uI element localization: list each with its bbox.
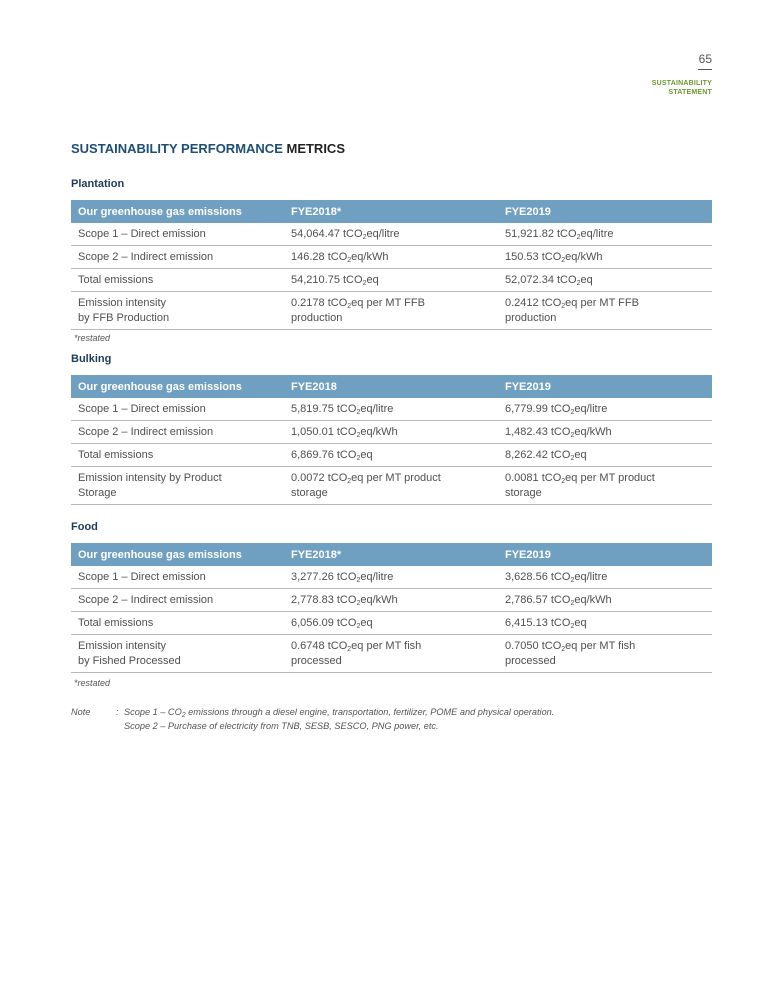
footnote-plantation: *restated [74,333,111,343]
cell-fye2019: 51,921.82 tCO$_2$eq/litre [498,223,712,246]
cell-fye2018: 6,869.76 tCO$_2$eq [284,444,498,467]
cell-fye2018: 2,778.83 tCO$_2$eq/kWh [284,589,498,612]
page-title-part2: METRICS [286,141,345,156]
section-tag [652,79,712,97]
cell-metric: Total emissions [71,444,284,467]
table-plantation [71,200,712,330]
cell-metric: Total emissions [71,612,284,635]
table-row [71,467,712,505]
note-colon: : [116,707,119,717]
table-row [71,635,712,673]
note-line-2: Scope 2 – Purchase of electricity from TNB, SESB, SESCO, PNG power, etc. [124,721,439,731]
cell-fye2018: 0.6748 tCO$_2$eq per MT fish processed [284,635,498,673]
cell-fye2018: 5,819.75 tCO$_2$eq/litre [284,398,498,421]
note-line-1: Scope $1 - CO_2$ emissions through a diesel engine, transportation, fertilizer, POME and physical operation. [124,707,555,719]
table-header-row [71,200,712,223]
cell-fye2018: 6,056.09 tCO$_2$eq [284,612,498,635]
cell-fye2019: 52,072.34 tCO$_2$eq [498,269,712,292]
table-header-row [71,543,712,566]
cell-metric: Scope 2 – Indirect emission [71,421,284,444]
section-title-food: Food [71,521,98,533]
column-header-metric: Our greenhouse gas emissions [71,200,284,223]
cell-fye2019: 0.7050 tCO$_2$eq per MT fish processed [498,635,712,673]
page-title-part1: SUSTAINABILITY PERFORMANCE [71,141,283,156]
column-header-fye2019: FYE2019 [498,375,712,398]
table-row [71,612,712,635]
table-row [71,589,712,612]
cell-fye2018: 0.2178 tCO$_2$eq per MT FFB production [284,292,498,330]
column-header-fye2018: FYE2018* [284,200,498,223]
table-row [71,421,712,444]
table-row [71,292,712,330]
cell-metric: Scope 2 – Indirect emission [71,246,284,269]
column-header-fye2019: FYE2019 [498,543,712,566]
cell-metric: Scope 1 – Direct emission [71,223,284,246]
cell-fye2019: 0.2412 tCO$_2$eq per MT FFB production [498,292,712,330]
cell-metric: Scope 1 – Direct emission [71,398,284,421]
cell-fye2018: 146.28 tCO$_2$eq/kWh [284,246,498,269]
cell-metric: Scope 1 – Direct emission [71,566,284,589]
page-number-rule [698,69,712,70]
column-header-metric: Our greenhouse gas emissions [71,375,284,398]
cell-fye2018: 54,064.47 tCO$_2$eq/litre [284,223,498,246]
cell-fye2019: 6,779.99 tCO$_2$eq/litre [498,398,712,421]
column-header-fye2018: FYE2018* [284,543,498,566]
cell-fye2019: 1,482.43 tCO$_2$eq/kWh [498,421,712,444]
cell-metric: Emission intensity by Fished Processed [71,635,284,673]
cell-fye2018: 54,210.75 tCO$_2$eq [284,269,498,292]
cell-fye2019: 8,262.42 tCO$_2$eq [498,444,712,467]
cell-fye2018: 1,050.01 tCO$_2$eq/kWh [284,421,498,444]
section-tag-line2: STATEMENT [668,89,712,96]
table-row [71,223,712,246]
cell-fye2019: 150.53 tCO$_2$eq/kWh [498,246,712,269]
cell-fye2019: 0.0081 tCO$_2$eq per MT product storage [498,467,712,505]
note-label: Note [71,707,91,717]
cell-fye2019: 2,786.57 tCO$_2$eq/kWh [498,589,712,612]
table-row [71,269,712,292]
table-header-row [71,375,712,398]
table-row [71,398,712,421]
column-header-fye2019: FYE2019 [498,200,712,223]
table-food [71,543,712,673]
cell-metric: Total emissions [71,269,284,292]
page-number: 65 [698,52,712,66]
table-row [71,246,712,269]
cell-fye2018: 0.0072 tCO$_2$eq per MT product storage [284,467,498,505]
cell-metric: Emission intensity by Product Storage [71,467,284,505]
cell-metric: Scope 2 – Indirect emission [71,589,284,612]
table-bulking [71,375,712,505]
section-title-bulking: Bulking [71,353,112,365]
cell-fye2018: 3,277.26 tCO$_2$eq/litre [284,566,498,589]
cell-fye2019: 6,415.13 tCO$_2$eq [498,612,712,635]
cell-metric: Emission intensity by FFB Production [71,292,284,330]
footnote-food: *restated [74,678,111,688]
page-title [71,141,345,156]
table-row [71,444,712,467]
column-header-fye2018: FYE2018 [284,375,498,398]
section-title-plantation: Plantation [71,178,125,190]
section-tag-line1: SUSTAINABILITY [651,80,712,87]
column-header-metric: Our greenhouse gas emissions [71,543,284,566]
table-row [71,566,712,589]
cell-fye2019: 3,628.56 tCO$_2$eq/litre [498,566,712,589]
